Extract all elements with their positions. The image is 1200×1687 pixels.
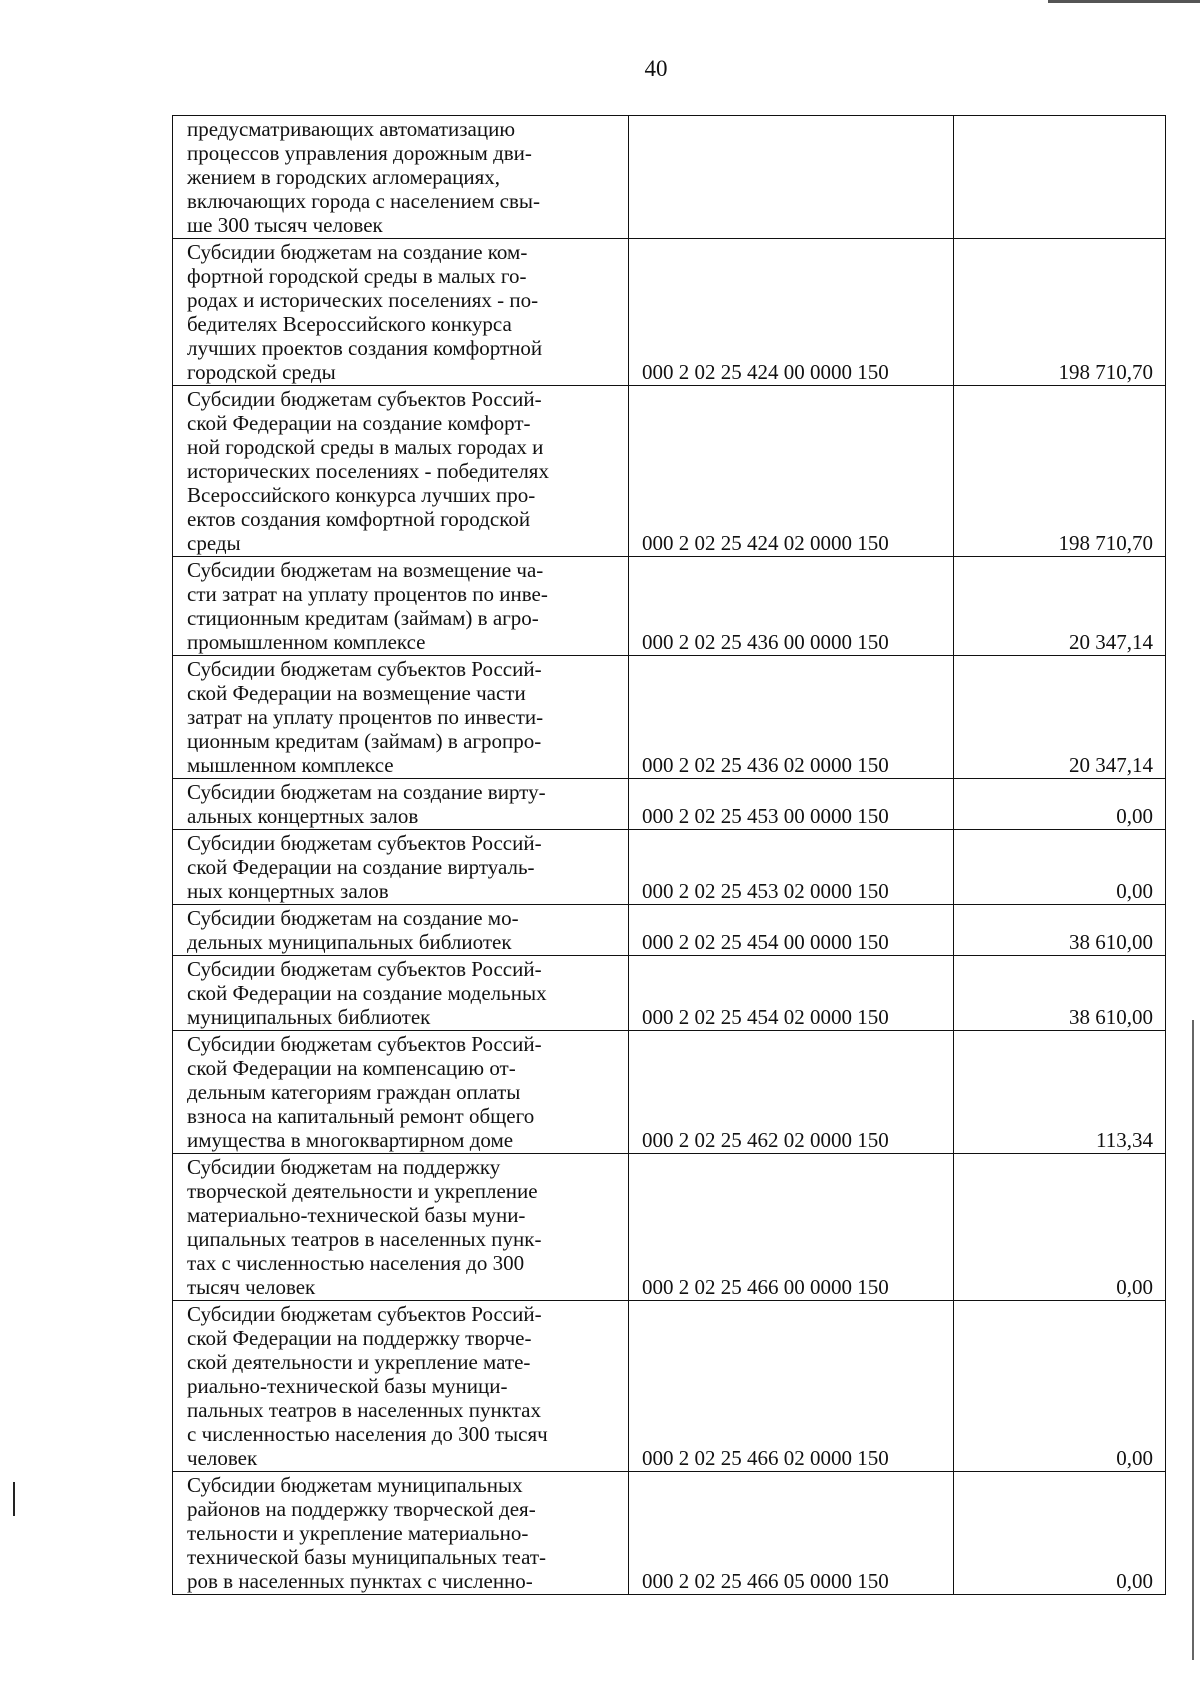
- row-description-cell: [173, 1301, 629, 1472]
- table-row: [173, 656, 1166, 779]
- row-description-cell: [173, 116, 629, 239]
- budget-revenue-table: [172, 115, 1166, 1595]
- row-description: Субсидии бюджетам на создание ком- фортной городской среды в малых го- родах и исторических поселениях - по- бедителях Всероссийского конкурса лучших проектов создания комфортной городской среды: [187, 240, 543, 384]
- table-body: [173, 116, 1166, 1595]
- row-description-cell: [173, 656, 629, 779]
- row-budget-code: 000 2 02 25 453 02 0000 150: [629, 830, 954, 905]
- row-budget-code: 000 2 02 25 453 00 0000 150: [629, 779, 954, 830]
- row-description-cell: [173, 905, 629, 956]
- row-description: Субсидии бюджетам субъектов Россий- ской Федерации на компенсацию от- дельным категориям граждан оплаты взноса на капитальный ремонт общего имущества в многоквартирном доме: [187, 1032, 542, 1152]
- row-budget-code: 000 2 02 25 454 00 0000 150: [629, 905, 954, 956]
- row-description: Субсидии бюджетам на создание мо- дельных муниципальных библиотек: [187, 906, 519, 954]
- table-row: [173, 386, 1166, 557]
- row-amount: 0,00: [954, 1472, 1166, 1595]
- row-description: Субсидии бюджетам на поддержку творческой деятельности и укрепление материально-технической базы муни- ципальных театров в населенных пунк- тах с численностью населения до 300 тысяч человек: [187, 1155, 542, 1299]
- row-amount: [954, 116, 1166, 239]
- row-budget-code: 000 2 02 25 462 02 0000 150: [629, 1031, 954, 1154]
- table-row: [173, 116, 1166, 239]
- table-row: [173, 239, 1166, 386]
- row-budget-code: 000 2 02 25 436 00 0000 150: [629, 557, 954, 656]
- row-description: Субсидии бюджетам субъектов Россий- ской Федерации на создание комфорт- ной городской среды в малых городах и исторических поселениях - победителях Всероссийского конкурса лучших про- ектов создания комфортной городской среды: [187, 387, 549, 555]
- table-row: [173, 905, 1166, 956]
- table-row: [173, 557, 1166, 656]
- row-budget-code: 000 2 02 25 466 05 0000 150: [629, 1472, 954, 1595]
- row-amount: 38 610,00: [954, 956, 1166, 1031]
- row-budget-code: [629, 116, 954, 239]
- row-amount: 0,00: [954, 830, 1166, 905]
- page-number: 40: [644, 56, 668, 81]
- row-amount: 0,00: [954, 779, 1166, 830]
- row-amount: 0,00: [954, 1154, 1166, 1301]
- row-amount: 198 710,70: [954, 239, 1166, 386]
- scan-artifact-right-line: [1192, 1020, 1194, 1660]
- row-amount: 113,34: [954, 1031, 1166, 1154]
- row-description: Субсидии бюджетам муниципальных районов на поддержку творческой дея- тельности и укрепление материально- технической базы муниципальных теат- ров в населенных пунктах с численно-: [187, 1473, 547, 1593]
- row-amount: 0,00: [954, 1301, 1166, 1472]
- row-budget-code: 000 2 02 25 466 00 0000 150: [629, 1154, 954, 1301]
- row-description: Субсидии бюджетам субъектов Россий- ской Федерации на создание виртуаль- ных концертных залов: [187, 831, 542, 903]
- row-description-cell: [173, 386, 629, 557]
- table-row: [173, 1472, 1166, 1595]
- row-description: Субсидии бюджетам субъектов Россий- ской Федерации на создание модельных муниципальных библиотек: [187, 957, 547, 1029]
- row-budget-code: 000 2 02 25 424 00 0000 150: [629, 239, 954, 386]
- row-description: Субсидии бюджетам субъектов Россий- ской Федерации на поддержку творче- ской деятельности и укрепление мате- риально-технической базы муници- пальных театров в населенных пунктах с численностью населения до 300 тысяч человек: [187, 1302, 548, 1470]
- table-row: [173, 1031, 1166, 1154]
- row-amount: 198 710,70: [954, 386, 1166, 557]
- row-amount: 38 610,00: [954, 905, 1166, 956]
- row-amount: 20 347,14: [954, 656, 1166, 779]
- scan-artifact-left-mark: [13, 1482, 15, 1516]
- row-description: Субсидии бюджетам субъектов Россий- ской Федерации на возмещение части затрат на уплату процентов по инвести- ционным кредитам (займам) в агропро- мышленном комплексе: [187, 657, 544, 777]
- row-description: предусматривающих автоматизацию процессов управления дорожным дви- жением в городских агломерациях, включающих города с населением свы- ше 300 тысяч человек: [187, 117, 540, 237]
- table-row: [173, 779, 1166, 830]
- row-description-cell: [173, 239, 629, 386]
- table-row: [173, 956, 1166, 1031]
- row-description-cell: [173, 1154, 629, 1301]
- table-row: [173, 1154, 1166, 1301]
- row-description-cell: [173, 779, 629, 830]
- row-description: Субсидии бюджетам на создание вирту- альных концертных залов: [187, 780, 546, 828]
- row-description-cell: [173, 956, 629, 1031]
- row-budget-code: 000 2 02 25 454 02 0000 150: [629, 956, 954, 1031]
- row-description-cell: [173, 1031, 629, 1154]
- row-budget-code: 000 2 02 25 436 02 0000 150: [629, 656, 954, 779]
- row-description: Субсидии бюджетам на возмещение ча- сти затрат на уплату процентов по инве- стиционным кредитам (займам) в агро- промышленном комплексе: [187, 558, 548, 654]
- row-description-cell: [173, 1472, 629, 1595]
- row-description-cell: [173, 557, 629, 656]
- table-row: [173, 1301, 1166, 1472]
- table-row: [173, 830, 1166, 905]
- scan-artifact-top-line: [1048, 0, 1200, 3]
- row-budget-code: 000 2 02 25 466 02 0000 150: [629, 1301, 954, 1472]
- row-description-cell: [173, 830, 629, 905]
- row-budget-code: 000 2 02 25 424 02 0000 150: [629, 386, 954, 557]
- row-amount: 20 347,14: [954, 557, 1166, 656]
